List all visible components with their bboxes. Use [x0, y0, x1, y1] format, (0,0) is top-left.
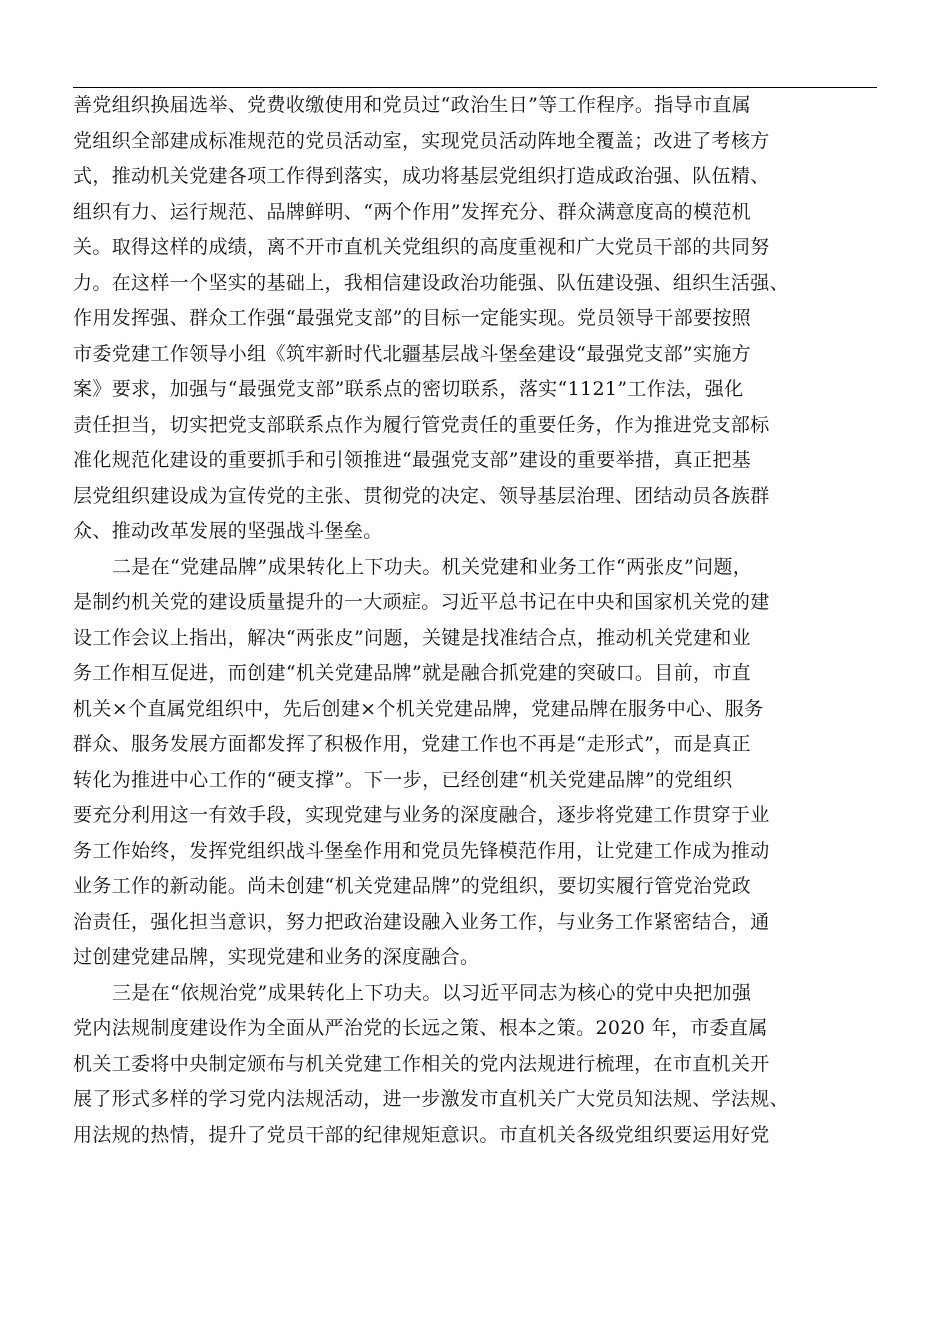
text-line: 准化规范化建设的重要抓手和引领推进“最强党支部”建设的重要举措，真正把基	[73, 449, 752, 471]
text-line: 群众、服务发展方面都发挥了积极作用，党建工作也不再是“走形式”，而是真正	[73, 733, 752, 755]
text-line: 善党组织换届选举、党费收缴使用和党员过“政治生日”等工作程序。指导市直属	[73, 94, 752, 116]
text-line: 力。在这样一个坚实的基础上，我相信建设政治功能强、队伍建设强、组织生活强、	[73, 271, 789, 294]
text-line: 务工作始终，发挥党组织战斗堡垒作用和党员先锋模范作用，让党建工作成为推动	[73, 839, 770, 862]
text-line: 设工作会议上指出，解决“两张皮”问题，关键是找准结合点，推动机关党建和业	[73, 626, 752, 649]
paragraph-start-line: 二是在“党建品牌”成果转化上下功夫。机关党建和业务工作“两张皮”问题，	[112, 555, 753, 578]
text-line: 是制约机关党的建设质量提升的一大顽症。习近平总书记在中央和国家机关党的建	[73, 591, 770, 613]
text-line: 关。取得这样的成绩，离不开市直机关党组织的高度重视和广大党员干部的共同努	[73, 236, 770, 258]
text-line: 要充分利用这一有效手段，实现党建与业务的深度融合，逐步将党建工作贯穿于业	[73, 804, 770, 826]
text-line: 党内法规制度建设作为全面从严治党的长远之策、根本之策。2020 年，市委直属	[73, 1017, 768, 1039]
paragraph-start-line: 三是在“依规治党”成果转化上下功夫。以习近平同志为核心的党中央把加强	[112, 981, 752, 1004]
text-line: 众、推动改革发展的坚强战斗堡垒。	[73, 520, 383, 542]
body-text	[73, 88, 893, 1153]
text-line: 机关×个直属党组织中，先后创建×个机关党建品牌，党建品牌在服务中心、服务	[73, 697, 764, 720]
text-line: 责任担当，切实把党支部联系点作为履行管党责任的重要任务，作为推进党支部标	[73, 413, 770, 436]
text-line: 业务工作的新动能。尚未创建“机关党建品牌”的党组织，要切实履行管党治党政	[73, 875, 752, 897]
text-line: 市委党建工作领导小组《筑牢新时代北疆基层战斗堡垒建设“最强党支部”实施方	[73, 342, 752, 365]
text-line: 组织有力、运行规范、品牌鲜明、“两个作用”发挥充分、群众满意度高的模范机	[73, 200, 752, 223]
text-line: 治责任，强化担当意识，努力把政治建设融入业务工作，与业务工作紧密结合，通	[73, 910, 770, 933]
text-line: 机关工委将中央制定颁布与机关党建工作相关的党内法规进行梳理，在市直机关开	[73, 1052, 770, 1075]
text-line: 式，推动机关党建各项工作得到落实，成功将基层党组织打造成政治强、队伍精、	[73, 165, 770, 187]
text-line: 转化为推进中心工作的“硬支撑”。下一步，已经创建“机关党建品牌”的党组织	[73, 768, 733, 791]
text-line: 案》要求，加强与“最强党支部”联系点的密切联系，落实“1121”工作法，强化	[73, 378, 744, 400]
text-line: 党组织全部建成标准规范的党员活动室，实现党员活动阵地全覆盖；改进了考核方	[73, 129, 770, 152]
text-line: 展了形式多样的学习党内法规活动，进一步激发市直机关广大党员知法规、学法规、	[73, 1088, 789, 1110]
text-line: 用法规的热情，提升了党员干部的纪律规矩意识。市直机关各级党组织要运用好党	[73, 1123, 770, 1146]
text-line: 层党组织建设成为宣传党的主张、贯彻党的决定、领导基层治理、团结动员各族群	[73, 484, 770, 507]
text-line: 务工作相互促进，而创建“机关党建品牌”就是融合抓党建的突破口。目前，市直	[73, 662, 752, 684]
text-line: 作用发挥强、群众工作强“最强党支部”的目标一定能实现。党员领导干部要按照	[73, 307, 752, 329]
text-line: 过创建党建品牌，实现党建和业务的深度融合。	[73, 946, 480, 968]
